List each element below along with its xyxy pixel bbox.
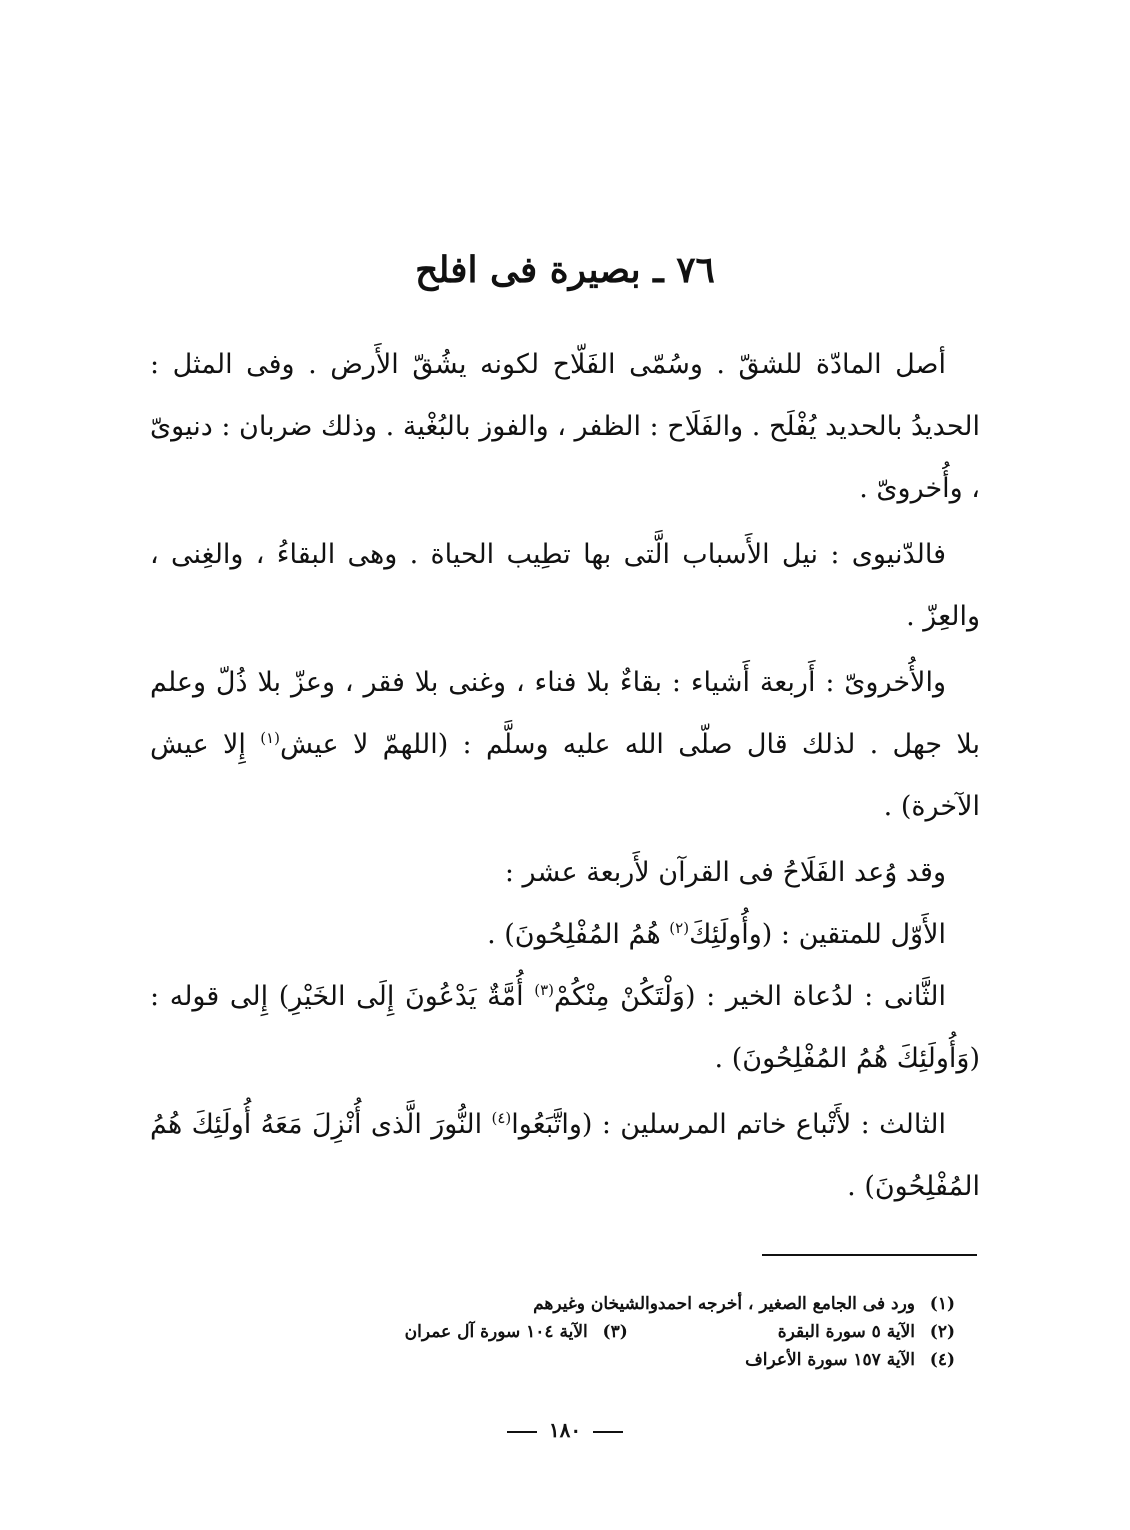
footnote-text: الآية ٥ سورة البقرة: [777, 1322, 915, 1342]
footnote-number: (١): [929, 1294, 955, 1314]
footnote-number: (٢): [929, 1322, 955, 1342]
footnote-marker: (٢): [669, 919, 690, 937]
paragraph: [150, 904, 980, 966]
footnote-text: ورد فى الجامع الصغير ، أخرجه احمدوالشيخان وغيرهم: [533, 1294, 915, 1314]
chapter-title: ٧٦ ـ بصيرة فى افلح: [415, 249, 715, 291]
paragraph-text: أُمَّةٌ يَدْعُونَ إِلَى الخَيْرِ) إِلى قوله : (وَأُولَئِكَ هُمُ المُفْلِحُونَ) .: [150, 981, 980, 1074]
page-number-dash: [507, 1431, 537, 1433]
paragraph: [150, 652, 980, 838]
page-number-dash: [593, 1431, 623, 1433]
footnote: [195, 1290, 955, 1318]
page-number-value: ١٨٠: [548, 1418, 582, 1442]
footnote-number: (٤): [929, 1350, 955, 1370]
paragraph: [150, 966, 980, 1090]
footnote-marker: (٤): [491, 1109, 512, 1127]
footnote-text: الآية ١٥٧ سورة الأعراف: [745, 1350, 915, 1370]
paragraph: أصل المادّة للشقّ . وسُمّى الفَلّاح لكونه يشُقّ الأَرض . وفى المثل : الحديدُ بالحديد يُفْلَح . والفَلَاح : الظفر ، والفوز بالبُغْية . وذلك ضربان : دنيوىّ ، وأُخروىّ .: [150, 349, 980, 504]
footnote-text: الآية ١٠٤ سورة آل عمران: [404, 1322, 588, 1342]
paragraph-text: إِلا عيش الآخرة) .: [150, 729, 980, 822]
paragraph-text: الثالث : لأَتْباع خاتم المرسلين : (واتَّبَعُوا: [511, 1109, 946, 1140]
paragraph-text: هُمُ المُفْلِحُونَ) .: [487, 919, 670, 950]
page-number: [0, 1418, 1130, 1442]
footnote-marker: (٣): [534, 981, 554, 999]
paragraph-text: النُّورَ الَّذى أُنْزِلَ مَعَهُ أُولَئِكَ هُمُ المُفْلِحُونَ) .: [150, 1109, 980, 1202]
body-text: [150, 334, 980, 1218]
footnote-number: (٣): [602, 1322, 628, 1342]
paragraph-text: والأُخروىّ : أَربعة أَشياء : بقاءٌ بلا فناء ، وغنى بلا فقر ، وعزّ بلا ذُلّ وعلم بلا جهل . لذلك قال صلّى الله عليه وسلَّم : (اللهمّ لا عيش: [150, 667, 980, 760]
paragraph-text: الثَّانى : لدُعاة الخير : (وَلْتَكُنْ مِنْكُمْ: [553, 981, 946, 1012]
paragraph: وقد وُعد الفَلَاحُ فى القرآن لأَربعة عشر :: [504, 857, 946, 888]
footnote: [195, 1346, 955, 1374]
paragraph-text: الأَوّل للمتقين : (وأُولَئِكَ: [689, 919, 946, 950]
paragraph: [150, 1094, 980, 1218]
footnote: [195, 1318, 955, 1346]
footnotes: [195, 1290, 955, 1374]
footnote-separator: [762, 1254, 977, 1256]
footnote-marker: (١): [260, 729, 280, 747]
paragraph: فالدّنيوى : نيل الأَسباب الَّتى بها تطِيب الحياة . وهى البقاءُ ، والغِنى ، والعِزّ .: [150, 539, 980, 632]
